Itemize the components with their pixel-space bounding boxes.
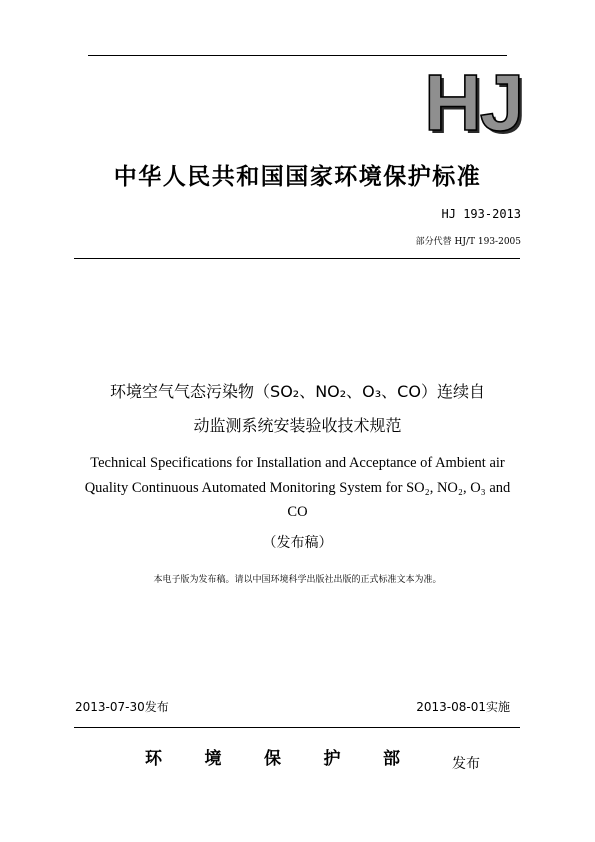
ministry-name: 环境保护部: [145, 749, 400, 769]
issue-date: 2013-07-30发布: [75, 700, 169, 714]
draft-label: （发布稿）: [262, 535, 333, 551]
replaces-note: 部分代替 HJ/T 193-2005: [415, 237, 521, 247]
standard-code: HJ 193-2013: [441, 207, 521, 221]
footer-rule: [74, 727, 520, 728]
cn-title-line1: 环境空气气态污染物（SO₂、NO₂、O₃、CO）连续自: [110, 382, 485, 401]
effective-date: 2013-08-01实施: [416, 700, 510, 714]
standard-title: 中华人民共和国国家环境保护标准: [113, 164, 482, 190]
top-rule: [88, 55, 507, 56]
en-title-line3: CO: [287, 504, 308, 520]
en-title-line2: Quality Continuous Automated Monitoring System for SO₂, NO₂, O₃ and: [84, 480, 511, 496]
notice-text: 本电子版为发布稿。请以中国环境科学出版社出版的正式标准文本为准。: [153, 575, 442, 585]
en-title-line1: Technical Specifications for Installation and Acceptance of Ambient air: [90, 455, 505, 471]
publish-label: 发布: [452, 756, 480, 772]
header-rule: [74, 258, 520, 259]
cn-title-line2: 动监测系统安装验收技术规范: [193, 416, 402, 435]
hj-logo: HJ: [424, 58, 523, 147]
